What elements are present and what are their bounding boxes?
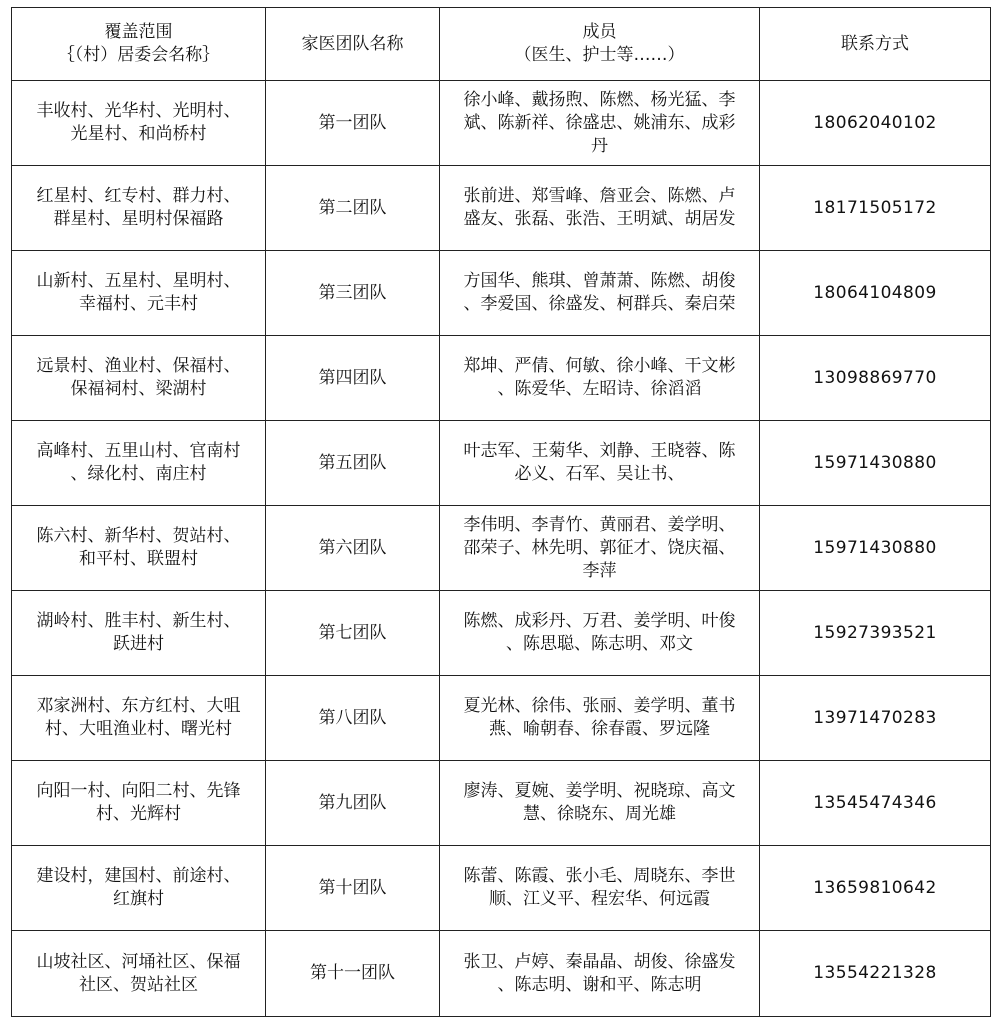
coverage-line: 邓家洲村、东方红村、大咀 [36,696,241,716]
members-cell [440,81,760,166]
header-row [12,8,991,81]
header-members [440,8,760,81]
phone-cell: 13098869770 [760,336,991,421]
coverage-line: 丰收村、光华村、光明村、 [36,101,241,121]
team-name-cell: 第八团队 [266,676,440,761]
team-name-cell: 第六团队 [266,506,440,591]
team-name-cell: 第二团队 [266,166,440,251]
coverage-line: 幸福村、元丰村 [79,294,198,314]
phone-cell: 15971430880 [760,421,991,506]
header-coverage-line: ｛（村）居委会名称｝ [57,45,220,65]
members-line: 夏光林、徐伟、张丽、姜学明、董书 [463,696,736,716]
coverage-cell [12,931,266,1017]
members-cell [440,166,760,251]
table-row [12,506,991,591]
coverage-line: 红星村、红专村、群力村、 [36,186,241,206]
table-row [12,676,991,761]
phone-cell: 13554221328 [760,931,991,1017]
header-contact-line: 联系方式 [841,33,909,54]
coverage-line: 光星村、和尚桥村 [70,124,207,144]
coverage-cell [12,421,266,506]
table-row [12,591,991,676]
header-contact [760,8,991,81]
members-cell [440,931,760,1017]
table-row [12,931,991,1017]
members-cell [440,251,760,336]
members-line: 燕、喻朝春、徐春霞、罗远隆 [489,719,710,739]
table-row [12,336,991,421]
members-line: 方国华、熊琪、曾萧萧、陈燃、胡俊 [463,271,736,291]
coverage-line: 和平村、联盟村 [79,549,198,569]
table-body [12,81,991,1017]
members-line: 丹 [591,135,608,156]
members-line: 陈蕾、陈霞、张小毛、周晓东、李世 [463,866,736,886]
team-name-cell: 第十团队 [266,846,440,931]
members-line: 郑坤、严倩、何敏、徐小峰、干文彬 [463,356,736,376]
coverage-line: 跃进村 [113,634,164,654]
members-cell [440,336,760,421]
table-row [12,251,991,336]
coverage-cell [12,761,266,846]
members-line: 廖涛、夏婉、姜学明、祝晓琼、高文 [463,781,736,801]
members-cell [440,591,760,676]
coverage-cell [12,591,266,676]
coverage-line: 社区、贺站社区 [79,974,198,995]
table-row [12,761,991,846]
table-row [12,421,991,506]
coverage-line: 群星村、星明村保福路 [53,209,224,229]
members-line: 、陈志明、谢和平、陈志明 [497,974,702,995]
members-line: 陈燃、成彩丹、万君、姜学明、叶俊 [463,611,736,631]
members-line: 斌、陈新祥、徐盛忠、姚浦东、成彩 [463,112,736,133]
members-line: 慧、徐晓东、周光雄 [523,804,676,824]
phone-cell: 18171505172 [760,166,991,251]
members-line: 李萍 [582,560,617,581]
phone-cell: 13659810642 [760,846,991,931]
header-coverage [12,8,266,81]
coverage-cell [12,676,266,761]
coverage-line: 向阳一村、向阳二村、先锋 [36,781,241,801]
coverage-line: 村、光辉村 [96,804,181,824]
members-cell [440,421,760,506]
table-row [12,846,991,931]
members-line: 、李爱国、徐盛发、柯群兵、秦启荣 [463,294,736,314]
coverage-line: 保福祠村、梁湖村 [70,379,207,399]
members-line: 李伟明、李青竹、黄丽君、姜学明、 [463,514,736,535]
phone-cell: 18062040102 [760,81,991,166]
header-team-line: 家医团队名称 [301,33,404,54]
members-line: 、陈思聪、陈志明、邓文 [506,634,693,654]
coverage-line: 湖岭村、胜丰村、新生村、 [36,611,241,631]
team-name-cell: 第七团队 [266,591,440,676]
team-name-cell: 第一团队 [266,81,440,166]
table-row [12,166,991,251]
coverage-line: 山坡社区、河埇社区、保福 [36,951,241,972]
team-name-cell: 第三团队 [266,251,440,336]
members-line: 必义、石军、吴让书、 [514,464,685,484]
coverage-line: 村、大咀渔业村、曙光村 [45,719,232,739]
team-name-cell: 第九团队 [266,761,440,846]
members-line: 、陈爱华、左昭诗、徐滔滔 [497,379,702,399]
family-doctor-team-table [11,7,991,1017]
members-line: 张卫、卢婷、秦晶晶、胡俊、徐盛发 [463,951,736,972]
members-line: 盛友、张磊、张浩、王明斌、胡居发 [463,209,736,229]
team-name-cell: 第五团队 [266,421,440,506]
coverage-cell [12,251,266,336]
header-members-line: 成员 [582,22,617,42]
phone-cell: 13545474346 [760,761,991,846]
members-cell [440,506,760,591]
members-line: 邵荣子、林先明、郭征才、饶庆福、 [463,537,736,558]
coverage-line: 高峰村、五里山村、官南村 [36,441,241,461]
members-cell [440,761,760,846]
coverage-line: 山新村、五星村、星明村、 [36,271,241,291]
phone-cell: 15971430880 [760,506,991,591]
coverage-cell [12,166,266,251]
members-cell [440,846,760,931]
coverage-line: 红旗村 [113,889,164,909]
members-line: 张前进、郑雪峰、詹亚会、陈燃、卢 [463,186,736,206]
header-team [266,8,440,81]
phone-cell: 15927393521 [760,591,991,676]
team-name-cell: 第四团队 [266,336,440,421]
phone-cell: 13971470283 [760,676,991,761]
members-cell [440,676,760,761]
coverage-line: 、绿化村、南庄村 [70,464,207,484]
coverage-cell [12,336,266,421]
coverage-cell [12,81,266,166]
coverage-line: 建设村，建国村、前途村、 [36,866,241,886]
team-name-cell: 第十一团队 [266,931,440,1017]
coverage-cell [12,846,266,931]
phone-cell: 18064104809 [760,251,991,336]
coverage-cell [12,506,266,591]
header-members-line: （医生、护士等……） [514,45,685,65]
coverage-line: 远景村、渔业村、保福村、 [36,356,241,376]
coverage-line: 陈六村、新华村、贺站村、 [36,526,241,546]
table-row [12,81,991,166]
header-coverage-line: 覆盖范围 [104,22,173,42]
members-line: 叶志军、王菊华、刘静、王晓蓉、陈 [463,441,736,461]
members-line: 顺、江义平、程宏华、何远霞 [489,889,710,909]
members-line: 徐小峰、戴扬煦、陈燃、杨光猛、李 [463,89,736,110]
